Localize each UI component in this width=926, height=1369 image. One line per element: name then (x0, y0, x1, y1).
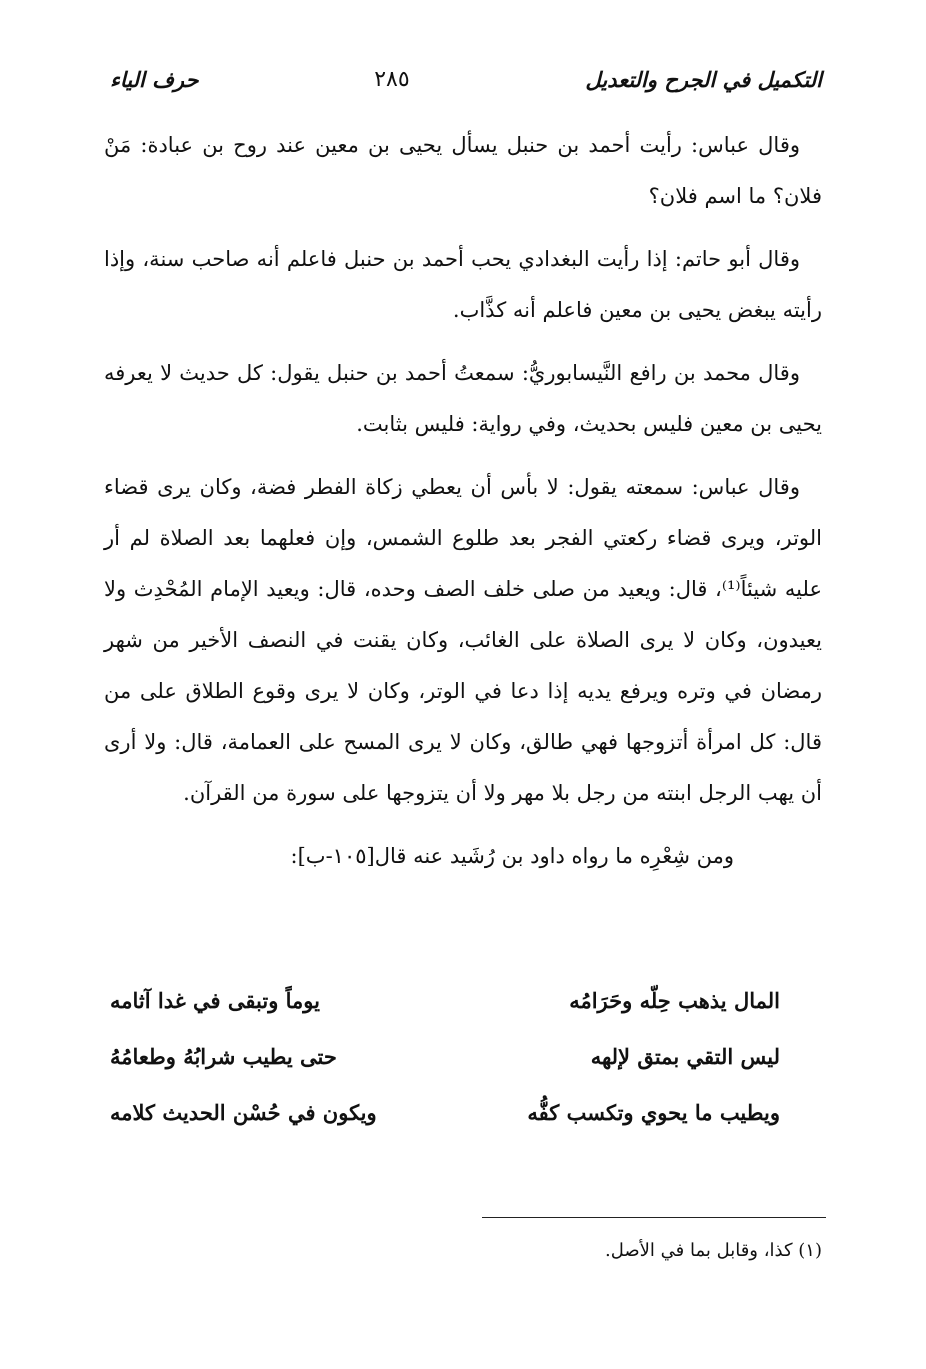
verse-line (110, 1028, 780, 1084)
verse-line (110, 1084, 780, 1140)
poem (110, 972, 780, 1140)
first-hemistich: المال يذهب حِلّه وحَرَامُه (569, 987, 780, 1013)
book-title: التكميل في الجرح والتعديل (585, 66, 822, 92)
first-hemistich: ويطيب ما يحوي وتكسب كفُّه (527, 1099, 780, 1125)
second-hemistich: حتى يطيب شرابُهُ وطعامُهُ (110, 1043, 337, 1069)
paragraph: وقال عباس: رأيت أحمد بن حنبل يسأل يحيى بن معين عند روح بن عبادة: مَنْ فلان؟ ما اسم فلان؟ (104, 133, 822, 208)
verse-intro: ومن شِعْرِه ما رواه داود بن رُشَيد عنه قال[١٠٥-ب]: (290, 844, 734, 868)
paragraph: وقال عباس: سمعته يقول: لا بأس أن يعطي زكاة الفطر فضة، وكان يرى قضاء الوتر، ويرى قضاء ركعتي الفجر بعد طلوع الشمس، وإن فعلهما بعد الصلاة لم أر عليه شيئاً⁽¹⁾، قال: ويعيد من صلى خلف الصف وحده، قال: ويعيد الإمام المُحْدِث ولا يعيدون، وكان لا يرى الصلاة على الغائب، وكان يقنت في النصف الأخير من شهر رمضان في وتره ويرفع يديه إذا دعا في الوتر، وكان لا يرى وقوع الطلاق على من قال: كل امرأة أتزوجها فهي طالق، وكان لا يرى المسح على العمامة، قال: ولا أرى أن يهب الرجل ابنته من رجل بلا مهر ولا أن يتزوجها على سورة من القرآن. (104, 475, 822, 805)
first-hemistich: ليس التقي بمتق لإلهه (590, 1043, 780, 1069)
paragraph: وقال أبو حاتم: إذا رأيت البغدادي يحب أحمد بن حنبل فاعلم أنه صاحب سنة، وإذا رأيته يبغض يحيى بن معين فاعلم أنه كذَّاب. (104, 247, 822, 322)
body-text (104, 120, 822, 894)
paragraph: وقال محمد بن رافع النَّيسابوريُّ: سمعتُ أحمد بن حنبل يقول: كل حديث لا يعرفه يحيى بن معين فليس بحديث، وفي رواية: فليس بثابت. (104, 361, 822, 436)
section-title: حرف الياء (110, 66, 199, 92)
footnote-divider (482, 1217, 826, 1218)
second-hemistich: يوماً وتبقى في غدا آثامه (110, 987, 320, 1013)
running-header (110, 62, 822, 96)
page-number: ٢٨٥ (374, 66, 410, 92)
second-hemistich: ويكون في حُسْن الحديث كلامه (110, 1099, 377, 1125)
verse-line (110, 972, 780, 1028)
footnote: (١) كذا، وقابل بما في الأصل. (605, 1240, 822, 1261)
